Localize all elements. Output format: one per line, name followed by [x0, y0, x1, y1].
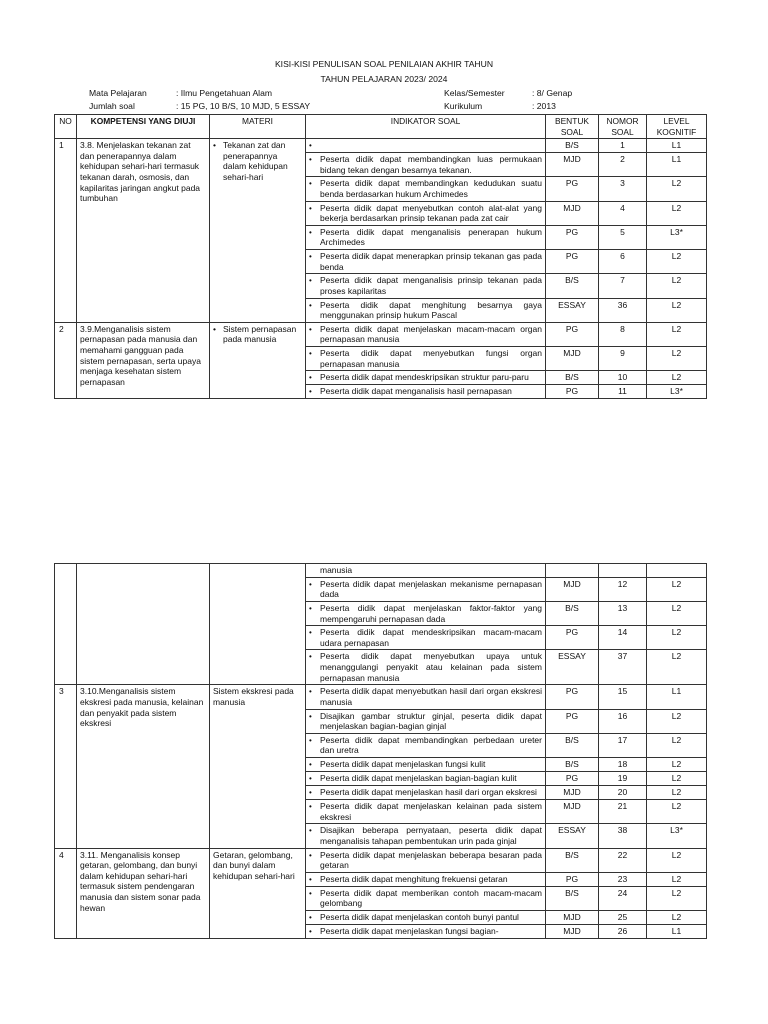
nomor-soal-cell: 9 [599, 347, 647, 371]
materi-cell [210, 564, 306, 685]
bullet-marker: • [213, 323, 216, 334]
kurikulum-label: Kurikulum [444, 101, 483, 111]
bullet-marker: • [309, 252, 312, 261]
indikator-cell [306, 772, 546, 786]
indikator-cell [306, 925, 546, 939]
nomor-soal-cell: 1 [599, 139, 647, 153]
jumlah-value: : 15 PG, 10 B/S, 10 MJD, 5 ESSAY [176, 101, 311, 111]
bullet-marker: • [309, 579, 312, 589]
kisi-kisi-table-page1 [54, 114, 707, 399]
bullet-marker: • [309, 788, 312, 797]
bentuk-soal-cell: PG [546, 626, 599, 650]
indikator-text: Peserta didik dapat menjelaskan mekanisme pernapasan dada [320, 578, 542, 600]
level-kognitif-cell: L1 [647, 153, 707, 177]
kompetensi-cell: 3.8. Menjelaskan tekanan zat dan penerapannya dalam kehidupan sehari-hari termasuk tekanan darah, osmosis, dan kapilaritas jaringan angkut pada tumbuhan [77, 139, 210, 323]
indikator-cell [306, 153, 546, 177]
bentuk-soal-cell [546, 564, 599, 578]
nomor-soal-cell: 24 [599, 886, 647, 910]
bullet-marker: • [309, 349, 312, 358]
bentuk-soal-cell: MJD [546, 925, 599, 939]
level-kognitif-cell: L2 [647, 650, 707, 685]
nomor-soal-cell: 17 [599, 733, 647, 757]
level-kognitif-cell: L2 [647, 848, 707, 872]
nomor-soal-cell: 22 [599, 848, 647, 872]
nomor-soal-cell: 5 [599, 225, 647, 249]
nomor-soal-cell: 20 [599, 786, 647, 800]
table-row [55, 564, 707, 578]
level-kognitif-cell: L2 [647, 872, 707, 886]
bentuk-soal-cell: B/S [546, 601, 599, 625]
nomor-soal-cell: 18 [599, 758, 647, 772]
indikator-cell [306, 322, 546, 346]
indikator-text: Peserta didik dapat menganalisis hasil pernapasan [320, 386, 512, 397]
indikator-text: Disajikan beberapa pernyataan, peserta didik dapat menganalisis tahapan pembentukan urin pada ginjal [320, 825, 542, 846]
kompetensi-cell: 3.10.Menganalisis sistem ekskresi pada manusia, kelainan dan penyakit pada sistem ekskresi [77, 685, 210, 848]
materi-cell [210, 322, 306, 399]
nomor-soal-cell: 10 [599, 371, 647, 385]
level-kognitif-cell: L2 [647, 758, 707, 772]
indikator-cell [306, 601, 546, 625]
indikator-text: Peserta didik dapat menghitung frekuensi getaran [320, 873, 508, 884]
bentuk-soal-cell: PG [546, 685, 599, 709]
bentuk-soal-cell: PG [546, 250, 599, 274]
indikator-text: Peserta didik dapat menjelaskan beberapa besaran pada getaran [320, 849, 542, 871]
bullet-marker: • [309, 913, 312, 922]
bentuk-soal-cell: ESSAY [546, 298, 599, 322]
indikator-cell [306, 886, 546, 910]
kelas-label: Kelas/Semester [444, 88, 505, 98]
level-kognitif-cell: L2 [647, 347, 707, 371]
bullet-marker: • [309, 826, 312, 836]
indikator-cell [306, 274, 546, 298]
indikator-cell [306, 371, 546, 385]
indikator-text: Peserta didik dapat menjelaskan bagian-bagian kulit [320, 773, 517, 783]
kisi-kisi-table-page2 [54, 563, 707, 939]
bentuk-soal-cell: B/S [546, 139, 599, 153]
bullet-marker: • [309, 179, 312, 189]
bullet-marker: • [309, 652, 312, 662]
indikator-cell [306, 201, 546, 225]
level-kognitif-cell: L2 [647, 577, 707, 601]
indikator-text: Peserta didik dapat menjelaskan contoh bunyi pantul [320, 912, 519, 922]
kelas-value: : 8/ Genap [532, 88, 573, 98]
materi-cell [210, 685, 306, 848]
bullet-marker: • [309, 687, 312, 697]
bentuk-soal-cell: MJD [546, 577, 599, 601]
indikator-text: Peserta didik dapat menjelaskan macam-macam organ pernapasan manusia [320, 323, 542, 345]
bullet-marker: • [309, 203, 312, 213]
kompetensi-cell [77, 564, 210, 685]
level-kognitif-cell: L2 [647, 601, 707, 625]
indikator-text: Peserta didik dapat menyebutkan upaya untuk menanggulangi penyakit atau kelainan pada sistem pernapasan manusia [320, 651, 542, 683]
level-kognitif-cell: L2 [647, 371, 707, 385]
indikator-text: manusia [320, 565, 353, 575]
level-kognitif-cell: L2 [647, 733, 707, 757]
level-kognitif-cell: L2 [647, 298, 707, 322]
level-kognitif-cell: L2 [647, 800, 707, 824]
nomor-soal-cell: 23 [599, 872, 647, 886]
bentuk-soal-cell: MJD [546, 201, 599, 225]
bullet-marker: • [309, 603, 312, 613]
nomor-soal-cell: 2 [599, 153, 647, 177]
col-header-no: NO [55, 115, 77, 139]
bullet-marker: • [309, 711, 312, 721]
indikator-text: Peserta didik dapat menjelaskan hasil dari organ ekskresi [320, 787, 537, 797]
level-kognitif-cell: L3* [647, 824, 707, 848]
indikator-cell [306, 564, 546, 578]
table-header-row [55, 115, 707, 139]
materi-text: Getaran, gelombang, dan bunyi dalam kehidupan sehari-hari [213, 849, 295, 881]
bullet-marker: • [309, 276, 312, 286]
bullet-marker: • [309, 155, 312, 164]
indikator-cell [306, 824, 546, 848]
indikator-text: Peserta didik dapat membandingkan perbedaan ureter dan uretra [320, 734, 542, 756]
level-kognitif-cell: L1 [647, 925, 707, 939]
level-kognitif-cell: L3* [647, 225, 707, 249]
bentuk-soal-cell: B/S [546, 886, 599, 910]
indikator-text: Peserta didik dapat menganalisis penerapan hukum Archimedes [320, 226, 542, 248]
bentuk-soal-cell: MJD [546, 347, 599, 371]
indikator-text: Peserta didik dapat memberikan contoh macam-macam gelombang [320, 887, 542, 909]
indikator-text: Peserta didik dapat menjelaskan faktor-faktor yang mempengaruhi pernapasan dada [320, 602, 542, 624]
bentuk-soal-cell: PG [546, 225, 599, 249]
nomor-soal-cell: 14 [599, 626, 647, 650]
indikator-cell [306, 250, 546, 274]
nomor-soal-cell: 7 [599, 274, 647, 298]
indikator-text: Peserta didik dapat menganalisis prinsip tekanan pada proses kapilaritas [320, 275, 542, 296]
col-header-bentuk: BENTUK SOAL [546, 115, 599, 139]
nomor-soal-cell: 4 [599, 201, 647, 225]
indikator-cell [306, 758, 546, 772]
level-kognitif-cell: L2 [647, 201, 707, 225]
indikator-text: Peserta didik dapat membandingkan kedudukan suatu benda berdasarkan hukum Archimedes [320, 178, 542, 199]
indikator-cell [306, 709, 546, 733]
bullet-marker: • [309, 300, 312, 310]
document-subtitle: TAHUN PELAJARAN 2023/ 2024 [320, 74, 448, 84]
level-kognitif-cell: L2 [647, 322, 707, 346]
bentuk-soal-cell: PG [546, 709, 599, 733]
row-number: 2 [55, 322, 77, 399]
bullet-marker: • [309, 774, 312, 783]
bullet-marker: • [309, 850, 312, 860]
indikator-text: Peserta didik dapat mendeskripsikan macam-macam udara pernapasan [320, 627, 542, 648]
indikator-cell [306, 786, 546, 800]
col-header-materi: MATERI [210, 115, 306, 139]
nomor-soal-cell: 8 [599, 322, 647, 346]
nomor-soal-cell: 6 [599, 250, 647, 274]
nomor-soal-cell: 11 [599, 385, 647, 399]
mapel-label: Mata Pelajaran [89, 88, 147, 98]
indikator-text: Peserta didik dapat menyebutkan contoh alat-alat yang bekerja berdasarkan prinsip tekanan pada zat cair [320, 202, 542, 224]
level-kognitif-cell [647, 564, 707, 578]
level-kognitif-cell: L2 [647, 772, 707, 786]
indikator-text: Disajikan gambar struktur ginjal, peserta didik dapat menjelaskan bagian-bagian ginjal [320, 710, 542, 732]
bentuk-soal-cell: MJD [546, 911, 599, 925]
indikator-cell [306, 800, 546, 824]
bentuk-soal-cell: PG [546, 385, 599, 399]
indikator-cell [306, 347, 546, 371]
mapel-value: : Ilmu Pengetahuan Alam [176, 88, 273, 98]
indikator-cell [306, 872, 546, 886]
indikator-text: Peserta didik dapat menjelaskan fungsi kulit [320, 759, 486, 769]
jumlah-label: Jumlah soal [89, 101, 135, 111]
document-title: KISI-KISI PENULISAN SOAL PENILAIAN AKHIR TAHUN [274, 59, 494, 69]
row-number: 4 [55, 848, 77, 939]
indikator-text: Peserta didik dapat menjelaskan kelainan pada sistem ekskresi [320, 801, 542, 822]
bentuk-soal-cell: MJD [546, 800, 599, 824]
bullet-marker: • [309, 324, 312, 334]
bentuk-soal-cell: MJD [546, 786, 599, 800]
indikator-text: Peserta didik dapat menyebutkan hasil dari organ ekskresi manusia [320, 686, 542, 707]
bullet-marker: • [309, 760, 312, 769]
level-kognitif-cell: L3* [647, 385, 707, 399]
nomor-soal-cell: 36 [599, 298, 647, 322]
level-kognitif-cell: L2 [647, 786, 707, 800]
kompetensi-cell: 3.11. Menganalisis konsep getaran, gelombang, dan bunyi dalam kehidupan sehari-hari termasuk sistem pendengaran manusia dan sistem sonar pada hewan [77, 848, 210, 939]
bullet-marker: • [309, 373, 312, 383]
bullet-marker: • [213, 140, 216, 150]
indikator-cell [306, 298, 546, 322]
materi-text: Tekanan zat dan penerapannya dalam kehidupan sehari-hari [223, 140, 288, 182]
nomor-soal-cell: 15 [599, 685, 647, 709]
bentuk-soal-cell: PG [546, 772, 599, 786]
bullet-marker: • [309, 802, 312, 811]
bullet-marker: • [309, 735, 312, 745]
indikator-cell [306, 577, 546, 601]
nomor-soal-cell: 16 [599, 709, 647, 733]
bentuk-soal-cell: PG [546, 177, 599, 201]
level-kognitif-cell: L2 [647, 626, 707, 650]
row-number: 3 [55, 685, 77, 848]
row-number: 1 [55, 139, 77, 323]
indikator-text: Peserta didik dapat menghitung besarnya gaya menggunakan prinsip hukum Pascal [320, 299, 542, 321]
level-kognitif-cell: L2 [647, 177, 707, 201]
nomor-soal-cell: 19 [599, 772, 647, 786]
bentuk-soal-cell: MJD [546, 153, 599, 177]
bullet-marker: • [309, 874, 312, 884]
table-row [55, 848, 707, 872]
bullet-marker: • [309, 227, 312, 237]
bentuk-soal-cell: ESSAY [546, 824, 599, 848]
table-row [55, 139, 707, 153]
nomor-soal-cell: 3 [599, 177, 647, 201]
level-kognitif-cell: L2 [647, 709, 707, 733]
bullet-marker: • [309, 628, 312, 638]
bentuk-soal-cell: PG [546, 322, 599, 346]
bentuk-soal-cell: B/S [546, 274, 599, 298]
indikator-text: Peserta didik dapat mendeskripsikan struktur paru-paru [320, 372, 529, 383]
indikator-cell [306, 848, 546, 872]
nomor-soal-cell [599, 564, 647, 578]
bentuk-soal-cell: B/S [546, 733, 599, 757]
indikator-cell [306, 177, 546, 201]
col-header-kompetensi: KOMPETENSI YANG DIUJI [77, 115, 210, 139]
bentuk-soal-cell: ESSAY [546, 650, 599, 685]
nomor-soal-cell: 13 [599, 601, 647, 625]
nomor-soal-cell: 37 [599, 650, 647, 685]
level-kognitif-cell: L2 [647, 274, 707, 298]
col-header-level: LEVEL KOGNITIF [647, 115, 707, 139]
indikator-text: Peserta didik dapat menjelaskan fungsi bagian- [320, 926, 499, 936]
nomor-soal-cell: 38 [599, 824, 647, 848]
kurikulum-value: : 2013 [532, 101, 556, 111]
kompetensi-cell: 3.9.Menganalisis sistem pernapasan pada manusia dan memahami gangguan pada sistem pernapasan, serta upaya menjaga kesehatan sistem pernapasan [77, 322, 210, 399]
level-kognitif-cell: L2 [647, 886, 707, 910]
indikator-text: Peserta didik dapat membandingkan luas permukaan bidang tekan dengan besarnya tekanan. [320, 154, 542, 175]
indikator-text: Peserta didik dapat menyebutkan fungsi organ pernapasan manusia [320, 348, 542, 369]
bullet-marker: • [309, 141, 312, 150]
level-kognitif-cell: L2 [647, 250, 707, 274]
nomor-soal-cell: 12 [599, 577, 647, 601]
bullet-marker: • [309, 927, 312, 936]
col-header-nomor: NOMOR SOAL [599, 115, 647, 139]
indikator-text: Peserta didik dapat menerapkan prinsip tekanan gas pada benda [320, 251, 542, 272]
bentuk-soal-cell: B/S [546, 758, 599, 772]
indikator-cell [306, 626, 546, 650]
indikator-cell [306, 225, 546, 249]
bentuk-soal-cell: PG [546, 872, 599, 886]
level-kognitif-cell: L1 [647, 685, 707, 709]
materi-cell [210, 848, 306, 939]
bentuk-soal-cell: B/S [546, 371, 599, 385]
materi-text: Sistem pernapasan pada manusia [223, 323, 297, 345]
indikator-cell [306, 139, 546, 153]
nomor-soal-cell: 26 [599, 925, 647, 939]
nomor-soal-cell: 21 [599, 800, 647, 824]
materi-text: Sistem ekskresi pada manusia [213, 686, 294, 707]
materi-cell [210, 139, 306, 323]
bullet-marker: • [309, 888, 312, 898]
level-kognitif-cell: L1 [647, 139, 707, 153]
table-row [55, 322, 707, 346]
indikator-cell [306, 733, 546, 757]
indikator-cell [306, 385, 546, 399]
indikator-cell [306, 911, 546, 925]
bullet-marker: • [309, 387, 312, 397]
indikator-cell [306, 685, 546, 709]
nomor-soal-cell: 25 [599, 911, 647, 925]
col-header-indikator: INDIKATOR SOAL [306, 115, 546, 139]
table-row [55, 685, 707, 709]
level-kognitif-cell: L2 [647, 911, 707, 925]
row-number [55, 564, 77, 685]
bentuk-soal-cell: B/S [546, 848, 599, 872]
indikator-cell [306, 650, 546, 685]
